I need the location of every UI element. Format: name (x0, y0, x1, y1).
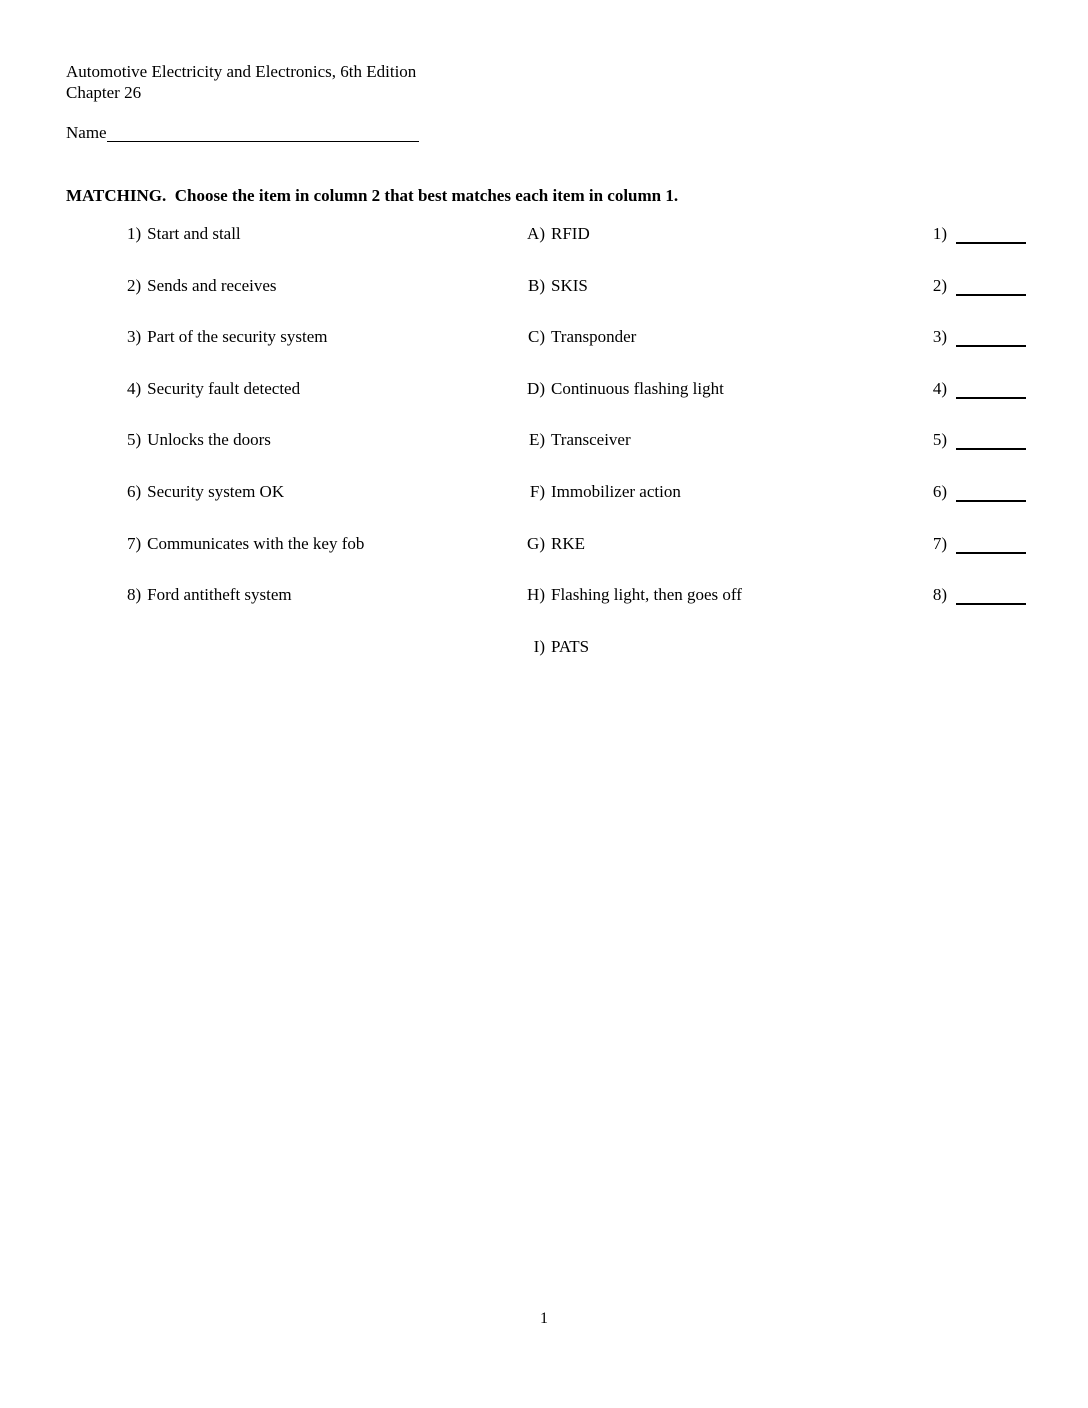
matching-row (0, 585, 1088, 637)
item-number: 3) (127, 327, 142, 347)
answer-blank-line[interactable] (956, 602, 1026, 605)
column1-item (127, 585, 292, 605)
answer-blank-line[interactable] (956, 241, 1026, 244)
matching-rows (0, 224, 1088, 688)
answer-blank-line[interactable] (956, 344, 1026, 347)
item-text: Security system OK (147, 481, 285, 501)
column1-item (127, 276, 277, 296)
item-number: 2) (127, 275, 142, 295)
item-text: Start and stall (147, 224, 241, 243)
chapter-title: Chapter 26 (66, 83, 142, 102)
item-number: 8) (127, 585, 142, 605)
item-text: Sends and receives (147, 275, 277, 295)
item-text: Flashing light, then goes off (551, 585, 742, 605)
column2-item (503, 585, 742, 605)
column2-item (503, 430, 631, 450)
answer-slot (929, 430, 1026, 450)
column1-item (127, 224, 241, 244)
column1-item (127, 327, 328, 347)
item-letter: G) (527, 533, 545, 553)
item-text: SKIS (551, 275, 588, 295)
column1-item (127, 534, 364, 554)
item-text: Transceiver (551, 430, 631, 450)
item-letter: A) (527, 224, 545, 243)
item-letter: C) (528, 327, 545, 347)
column2-item (503, 482, 681, 502)
matching-row (0, 327, 1088, 379)
answer-slot (929, 276, 1026, 296)
item-text: Continuous flashing light (551, 378, 724, 398)
item-text: RKE (551, 533, 585, 553)
item-letter: H) (527, 585, 545, 605)
matching-row (0, 276, 1088, 328)
name-field-row (66, 123, 419, 143)
item-text: Immobilizer action (551, 481, 681, 501)
answer-number: 6) (932, 481, 947, 501)
item-number: 4) (127, 378, 142, 398)
item-text: RFID (551, 224, 590, 243)
item-letter: F) (529, 481, 545, 501)
item-letter: D) (527, 378, 545, 398)
column2-item (503, 276, 588, 296)
matching-section-heading: MATCHING. Choose the item in column 2 that best matches each item in column 1. (66, 186, 679, 205)
item-number: 5) (127, 430, 142, 450)
answer-slot (929, 585, 1026, 605)
answer-blank-line[interactable] (956, 499, 1026, 502)
item-number: 7) (127, 533, 142, 553)
matching-row (0, 637, 1088, 689)
matching-row (0, 534, 1088, 586)
answer-number: 3) (932, 327, 947, 347)
item-text: Part of the security system (147, 327, 328, 347)
answer-number: 5) (932, 430, 947, 450)
item-number: 6) (127, 481, 142, 501)
answer-slot (929, 534, 1026, 554)
item-text: Communicates with the key fob (147, 533, 365, 553)
page-number: 1 (540, 1310, 548, 1327)
column2-item (503, 534, 585, 554)
book-title: Automotive Electricity and Electronics, 6th Edition (66, 62, 417, 81)
item-text: PATS (551, 636, 590, 656)
answer-number: 8) (932, 585, 947, 605)
matching-row (0, 224, 1088, 276)
answer-number: 4) (932, 378, 947, 398)
answer-slot (929, 327, 1026, 347)
answer-slot (929, 379, 1026, 399)
matching-row (0, 430, 1088, 482)
document-header (66, 61, 416, 103)
item-number: 1) (127, 224, 142, 243)
answer-blank-line[interactable] (956, 447, 1026, 450)
answer-blank-line[interactable] (956, 551, 1026, 554)
answer-number: 7) (932, 533, 947, 553)
item-text: Ford antitheft system (147, 585, 292, 605)
name-label: Name (66, 123, 107, 142)
item-text: Transponder (551, 327, 637, 347)
item-letter: I) (533, 636, 545, 656)
item-text: Security fault detected (147, 378, 301, 398)
matching-row (0, 482, 1088, 534)
answer-blank-line[interactable] (956, 396, 1026, 399)
answer-number: 1) (932, 224, 947, 243)
matching-row (0, 379, 1088, 431)
column1-item (127, 430, 271, 450)
column2-item (503, 327, 636, 347)
item-text: Unlocks the doors (147, 430, 271, 450)
column1-item (127, 379, 300, 399)
item-letter: B) (528, 275, 545, 295)
column1-item (127, 482, 284, 502)
column2-item (503, 379, 724, 399)
item-letter: E) (528, 430, 545, 450)
column2-item (503, 637, 589, 657)
answer-slot (929, 482, 1026, 502)
answer-blank-line[interactable] (956, 293, 1026, 296)
column2-item (503, 224, 590, 244)
answer-slot (929, 224, 1026, 244)
name-blank-line[interactable] (107, 140, 419, 142)
answer-number: 2) (932, 275, 947, 295)
